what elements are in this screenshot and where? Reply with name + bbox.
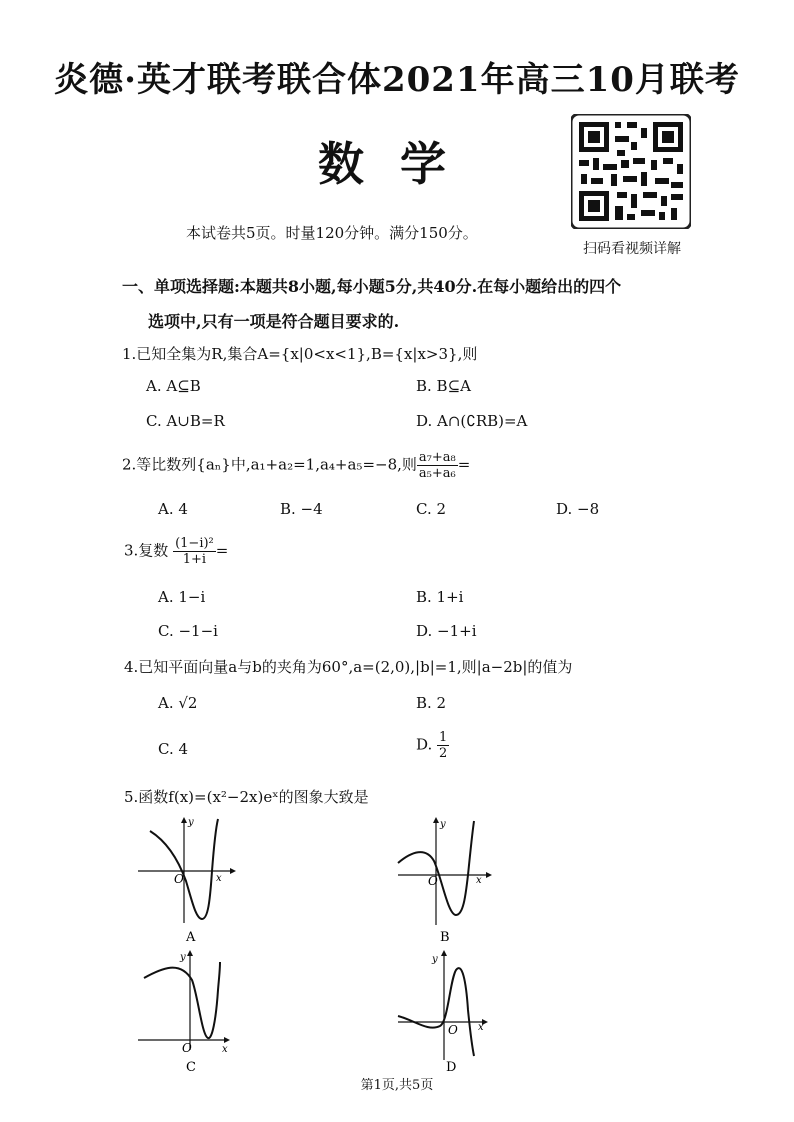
graph-a-origin-label: O <box>174 872 184 886</box>
qr-caption: 扫码看视频详解 <box>583 241 681 257</box>
question-1-option-c: C. A∪B=R <box>146 412 225 430</box>
question-2-option-d: D. −8 <box>556 500 600 518</box>
question-2-option-c: C. 2 <box>416 500 447 518</box>
question-3-option-c: C. −1−i <box>158 622 218 640</box>
question-3-fraction-numerator: (1−i)² <box>175 536 214 551</box>
question-2-stem-suffix: = <box>457 455 471 474</box>
question-2-option-a: A. 4 <box>158 500 188 518</box>
question-3-option-a: A. 1−i <box>158 588 206 606</box>
exam-title: 炎德·英才联考联合体2021年高三10月联考 <box>54 60 740 100</box>
question-1-stem: 1.已知全集为R,集合A={x|0<x<1},B={x|x>3},则 <box>122 345 478 363</box>
exam-info: 本试卷共5页。时量120分钟。满分150分。 <box>186 224 478 242</box>
graph-d-x-label: x <box>478 1022 484 1033</box>
question-4-option-d-numerator: 1 <box>439 730 448 745</box>
section-heading-line2: 选项中,只有一项是符合题目要求的. <box>148 312 400 331</box>
question-4-option-d-fraction <box>437 730 449 761</box>
graph-c-y-label: y <box>180 952 186 963</box>
question-4-option-d <box>416 730 449 761</box>
page-footer: 第1页,共5页 <box>360 1078 434 1093</box>
graph-b-label: B <box>440 930 450 945</box>
graph-c <box>132 950 242 1075</box>
section-heading-line1: 一、单项选择题:本题共8小题,每小题5分,共40分.在每小题给出的四个 <box>122 277 622 296</box>
question-2-stem-prefix: 2.等比数列{aₙ}中,a₁+a₂=1,a₄+a₅=−8,则 <box>122 455 417 474</box>
question-3-stem <box>124 536 228 567</box>
question-4-option-a: A. √2 <box>158 694 198 712</box>
question-4-option-d-label: D. <box>416 735 433 754</box>
graph-c-x-label: x <box>222 1044 228 1055</box>
graph-a-x-label: x <box>216 873 222 884</box>
graph-b-y-label: y <box>440 819 446 830</box>
question-2-fraction <box>417 450 458 481</box>
graph-d-label: D <box>446 1060 457 1075</box>
question-3-fraction <box>173 536 216 567</box>
graph-b <box>392 815 502 945</box>
question-3-option-b: B. 1+i <box>416 588 464 606</box>
question-4-stem: 4.已知平面向量a与b的夹角为60°,a=(2,0),|b|=1,则|a−2b|的值为 <box>124 658 573 676</box>
graph-d-y-label: y <box>432 954 438 965</box>
graph-a <box>132 815 242 945</box>
question-4-option-b: B. 2 <box>416 694 447 712</box>
graph-d <box>392 950 502 1075</box>
question-5-stem: 5.函数f(x)=(x²−2x)eˣ的图象大致是 <box>124 788 369 806</box>
qr-code-icon <box>571 114 691 229</box>
question-3-option-d: D. −1+i <box>416 622 477 640</box>
graph-b-x-label: x <box>476 875 482 886</box>
graph-a-y-label: y <box>188 817 194 828</box>
question-3-stem-suffix: = <box>215 541 229 560</box>
graph-a-label: A <box>186 930 196 945</box>
question-2-option-b: B. −4 <box>280 500 323 518</box>
question-4-option-d-denominator: 2 <box>439 746 448 761</box>
question-3-fraction-denominator: 1+i <box>182 552 207 567</box>
question-2-fraction-numerator: a₇+a₈ <box>418 450 456 465</box>
question-2-fraction-denominator: a₅+a₆ <box>418 466 456 481</box>
question-1-option-d: D. A∩(∁RB)=A <box>416 412 528 430</box>
graph-c-label: C <box>186 1060 196 1075</box>
graph-b-origin-label: O <box>428 874 438 888</box>
question-3-stem-prefix: 3.复数 <box>124 541 169 560</box>
subject-title: 数学 <box>318 137 482 191</box>
question-2-stem <box>122 450 470 481</box>
graph-d-origin-label: O <box>448 1023 458 1037</box>
question-1-option-a: A. A⊆B <box>146 377 201 395</box>
graph-c-origin-label: O <box>182 1041 192 1055</box>
question-4-option-c: C. 4 <box>158 740 189 758</box>
question-1-option-b: B. B⊆A <box>416 377 471 395</box>
